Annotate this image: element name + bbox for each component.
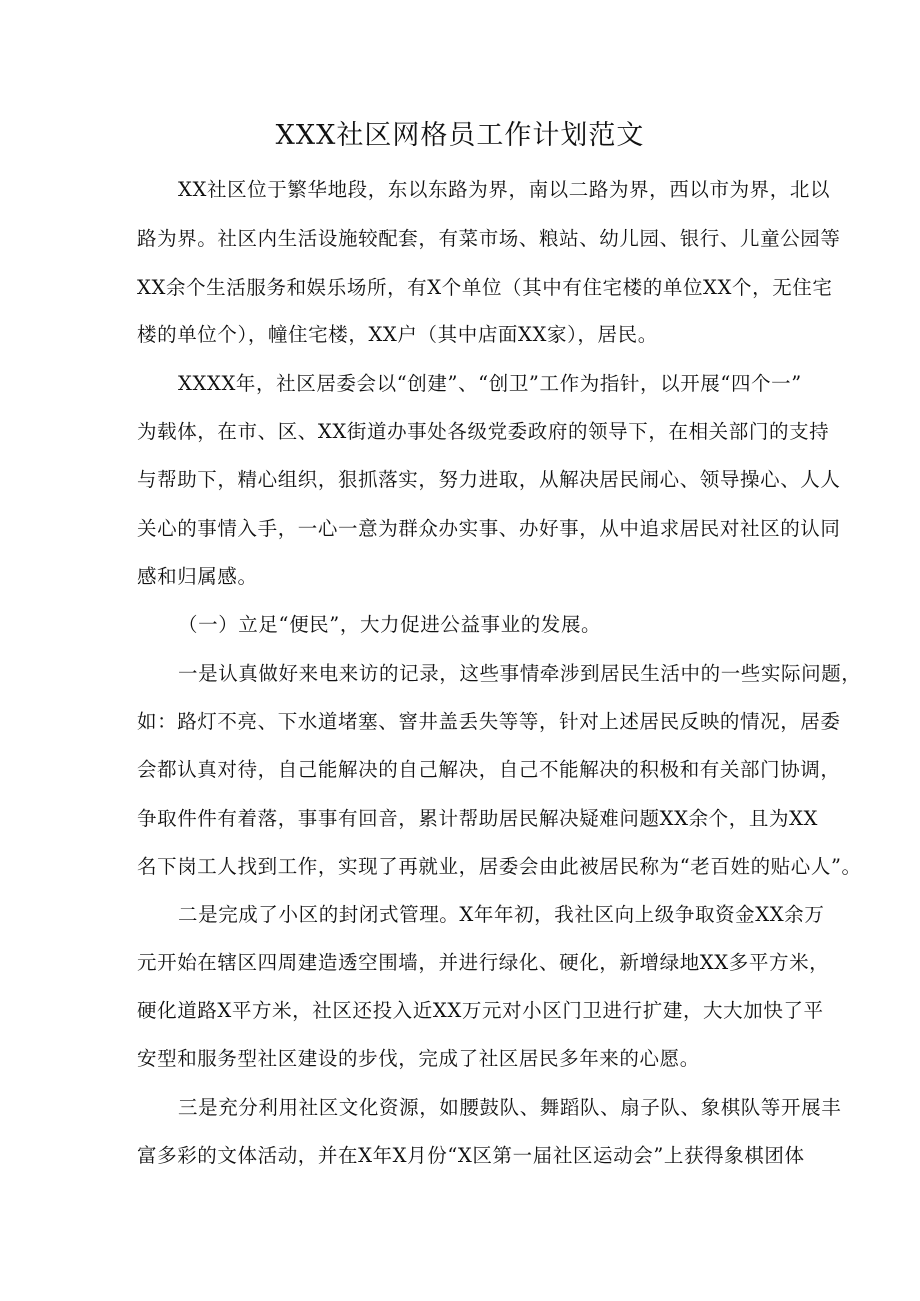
paragraph-line: XX余个生活服务和娱乐场所，有X个单位（其中有住宅楼的单位XX个，无住宅: [137, 276, 833, 299]
paragraph-line: 感和归属感。: [137, 565, 258, 588]
paragraph-line: 路为界。社区内生活设施较配套，有菜市场、粮站、幼儿园、银行、儿童公园等: [137, 227, 841, 250]
paragraph-line: 元开始在辖区四周建造透空围墙，并进行绿化、硬化，新增绿地XX多平方米，: [137, 951, 830, 974]
paragraph-line: 楼的单位个），幢住宅楼，XX户（其中店面XX家），居民。: [137, 323, 658, 346]
paragraph-line: 如：路灯不亮、下水道堵塞、窨井盖丢失等等，针对上述居民反映的情况，居委: [137, 710, 841, 733]
paragraph-line: 争取件件有着落，事事有回音，累计帮助居民解决疑难问题XX余个，且为XX: [137, 807, 819, 830]
paragraph-line: 二是完成了小区的封闭式管理。X年年初，我社区向上级争取资金XX余万: [178, 903, 825, 926]
section-heading: （一）立足“便民”，大力促进公益事业的发展。: [178, 613, 602, 636]
paragraph-line: XX社区位于繁华地段，东以东路为界，南以二路为界，西以市为界，北以: [178, 178, 831, 201]
paragraph-line: 富多彩的文体活动，并在X年X月份“X区第一届社区运动会”上获得象棋团体: [137, 1144, 805, 1167]
paragraph-line: 为载体，在市、区、XX街道办事处各级党委政府的领导下，在相关部门的支持: [137, 420, 830, 443]
paragraph-line: 三是充分利用社区文化资源，如腰鼓队、舞蹈队、扇子队、象棋队等开展丰: [178, 1096, 842, 1119]
paragraph-line: 硬化道路X平方米，社区还投入近XX万元对小区门卫进行扩建，大大加快了平: [137, 999, 824, 1022]
paragraph-line: 一是认真做好来电来访的记录，这些事情牵涉到居民生活中的一些实际问题，: [178, 662, 862, 685]
paragraph-line: 关心的事情入手，一心一意为群众办实事、办好事，从中追求居民对社区的认同: [137, 517, 841, 540]
paragraph-line: XXXX年，社区居委会以“创建”、“创卫”工作为指针，以开展“四个一”: [178, 372, 802, 395]
document-title: XXX社区网格员工作计划范文: [275, 120, 645, 151]
paragraph-line: 会都认真对待，自己能解决的自己解决，自己不能解决的积极和有关部门协调，: [137, 758, 841, 781]
paragraph-line: 安型和服务型社区建设的步伐，完成了社区居民多年来的心愿。: [137, 1047, 700, 1070]
paragraph-line: 名下岗工人找到工作，实现了再就业，居委会由此被居民称为“老百姓的贴心人”。: [137, 855, 862, 878]
paragraph-line: 与帮助下，精心组织，狠抓落实，努力进取，从解决居民闹心、领导操心、人人: [137, 468, 841, 491]
